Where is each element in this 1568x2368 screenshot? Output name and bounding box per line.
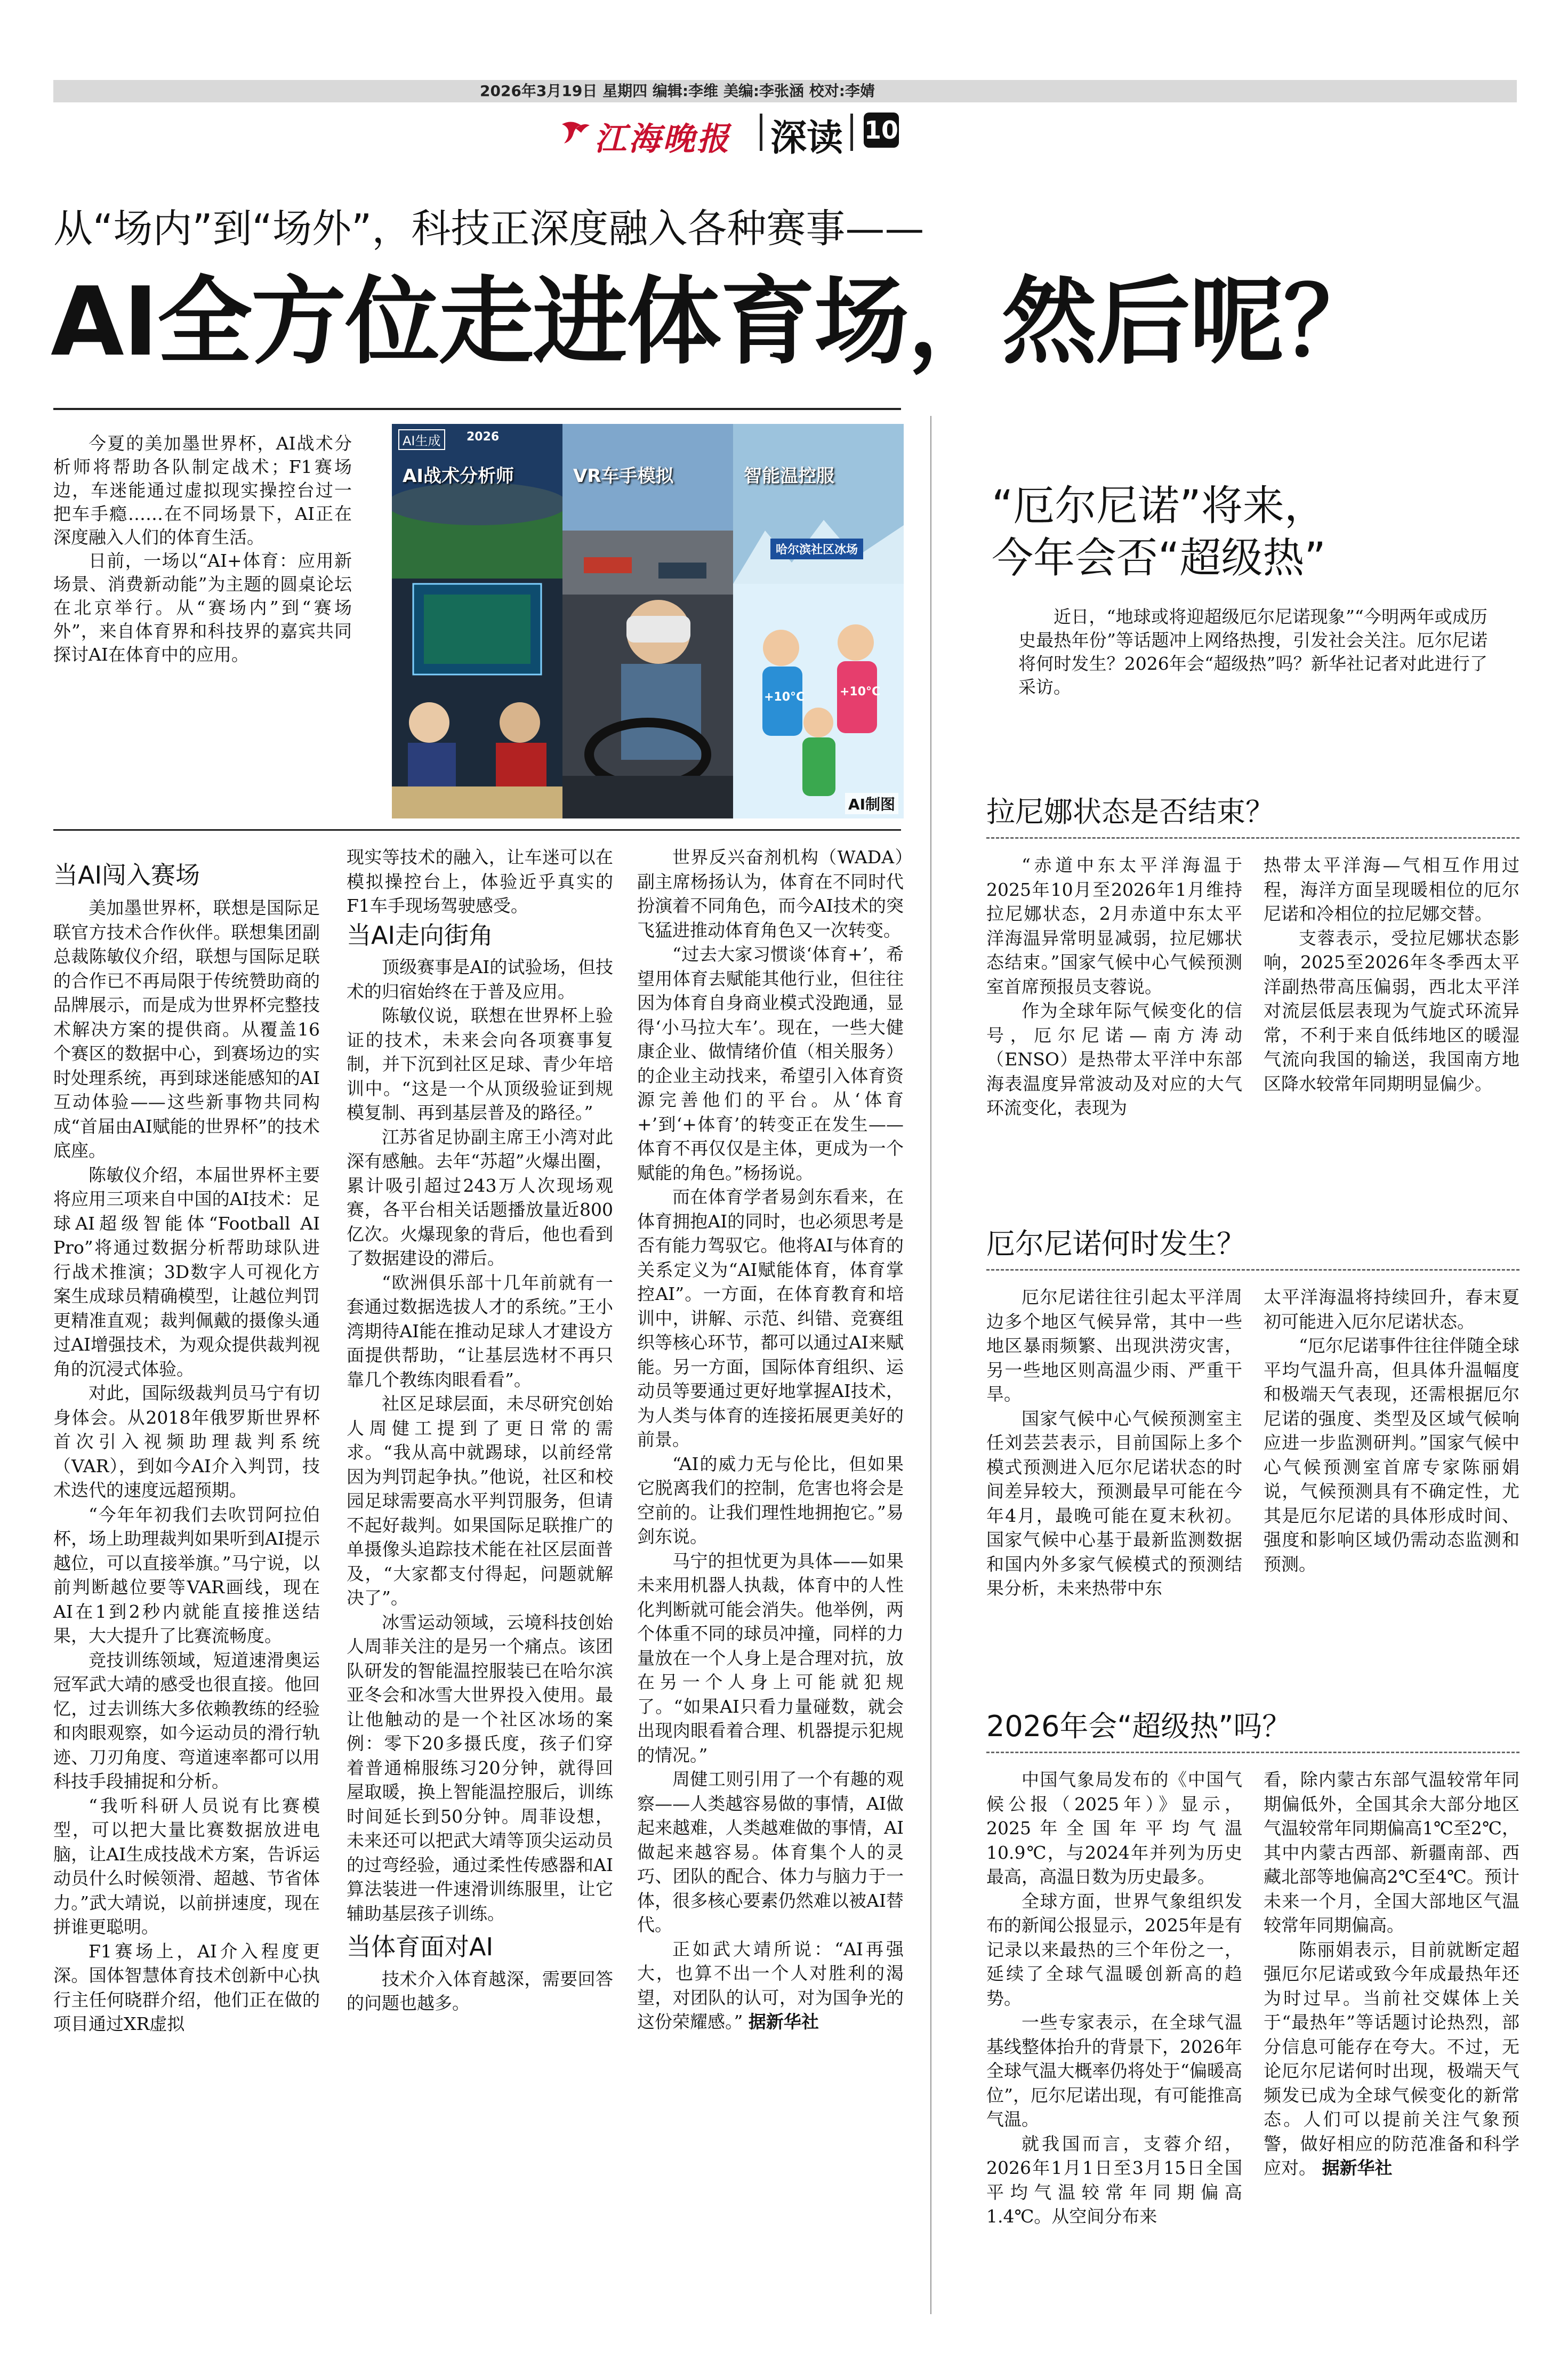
body-paragraph: 现实等技术的融入，让车迷可以在模拟操控台上，体验近乎真实的F1车手现场驾驶感受。 [347, 847, 613, 916]
rink-sign: 哈尔滨社区冰场 [770, 539, 863, 559]
article-column-3 [637, 845, 904, 2034]
body-paragraph: 看，除内蒙古东部气温较常年同期偏低外，全国其余大部分地区气温较常年同期偏高1℃至2℃，其中内蒙古西部、新疆南部、西藏北部等地偏高2℃至4℃。预计未来一个月，全国大部地区气温较常年同期偏高。 [1264, 1769, 1519, 1936]
body-paragraph: 支蓉表示，受拉尼娜状态影响，2025至2026年冬季西太平洋副热带高压偏弱，西北太平洋对流层低层表现为气旋式环流异常，不利于来自低纬地区的暖湿气流向我国的输送，我国南方地区降水较常年同期明显偏少。 [1264, 927, 1519, 1094]
byline: 据新华社 [1322, 2157, 1393, 2178]
panel-title: AI战术分析师 [403, 465, 514, 487]
body-paragraph: 社区足球层面，未尽研究创始人周健工提到了更日常的需求。“我从高中就踢球，以前经常因为判罚起争执。”他说，社区和校园足球需要高水平判罚服务，但请不起好裁判。如果国际足联推广的单摄像头追踪技术能在社区层面普及，“大家都支付得起，问题就解决了”。 [347, 1393, 613, 1608]
section-name: 深读 [770, 117, 843, 159]
divider [850, 114, 853, 151]
body-paragraph: 陈敏仪介绍，本届世界杯主要将应用三项来自中国的AI技术：足球AI超级智能体“Football AI Pro”将通过数据分析帮助球队进行战术推演；3D数字人可视化方案生成球员精确模型，让越位判罚更精准直观；裁判佩戴的摄像头通过AI增强技术，为观众提供裁判视角的沉浸式体验。 [53, 1164, 320, 1379]
body-paragraph: 世界反兴奋剂机构（WADA）副主席杨扬认为，体育在不同时代扮演着不同角色，而今AI技术的突飞猛进推动体育角色又一次转变。 [637, 847, 904, 941]
section-heading: 2026年会“超级热”吗？ [986, 1709, 1291, 1743]
body-paragraph: 美加墨世界杯，联想是国际足联官方技术合作伙伴。联想集团副总裁陈敏仪介绍，联想与国际足联的合作已不再局限于传统赞助商的品牌展示，而是成为世界杯完整技术解决方案的提供商。从覆盖16个赛区的数据中心，到赛场边的实时处理系统，再到球迷能感知的AI互动体验——这些新事物共同构成“首届由AI赋能的世界杯”的技术底座。 [53, 897, 320, 1161]
body-paragraph: 热带太平洋海—气相互作用过程，海洋方面呈现暖相位的厄尔尼诺和冷相位的拉尼娜交替。 [1264, 855, 1519, 924]
body-paragraph: 就我国而言，支蓉介绍，2026年1月1日至3月15日全国平均气温较常年同期偏高1.4℃。从空间分布来 [986, 2133, 1242, 2227]
page-number: 10 [864, 113, 899, 148]
article2-lead [1018, 605, 1487, 699]
divider [986, 1269, 1519, 1271]
section-heading: 拉尼娜状态是否结束？ [986, 795, 1274, 829]
body-paragraph: “欧洲俱乐部十几年前就有一套通过数据选拔人才的系统。”王小湾期待AI能在推动足球人才建设方面提供帮助，“让基层选材不再只靠几个教练肉眼看看”。 [347, 1272, 613, 1390]
body-text: 陈丽娟表示，目前就断定超强厄尔尼诺或致今年成最热年还为时过早。当前社交媒体上关于“最热年”等话题讨论热烈，部分信息可能存在夸大。不过，无论厄尔尼诺何时出现，极端天气频发已成为全球气候变化的新常态。人们可以提前关注气象预警，做好相应的防范准备和科学应对。 [1264, 1939, 1519, 2178]
masthead [560, 109, 986, 157]
illustration-panel-vr [562, 424, 733, 818]
body-paragraph: 江苏省足协副主席王小湾对此深有感触。去年“苏超”火爆出圈，累计吸引超过243万人次现场观赛，各平台相关话题播放量近800亿次。火爆现象的背后，他也看到了数据建设的滞后。 [347, 1126, 613, 1269]
section-heading: 当AI闯入赛场 [53, 861, 200, 889]
body-text: 正如武大靖所说：“AI再强大，也算不出一个人对胜利的渴望，对团队的认可，对为国争光的这份荣耀感。” [637, 1938, 904, 2032]
paper-name: 江海晚报 [594, 121, 731, 158]
divider [986, 1752, 1519, 1753]
lead-paragraph: 今夏的美加墨世界杯，AI战术分析师将帮助各队制定战术；F1赛场边，车迷能通过虚拟现实操控台过一把车手瘾……在不同场景下，AI正在深度融入人们的体育生活。 [53, 433, 352, 548]
article2-column-right [1264, 1768, 1519, 2180]
body-paragraph: 全球方面，世界气象组织发布的新闻公报显示，2025年是有记录以来最热的三个年份之一，延续了全球气温暖创新高的趋势。 [986, 1890, 1242, 2009]
article-headline: AI全方位走进体育场，然后呢？ [51, 267, 1377, 377]
divider [53, 829, 901, 831]
article2-headline [992, 480, 1326, 584]
body-paragraph: 太平洋海温将持续回升，春末夏初可能进入厄尔尼诺状态。 [1264, 1287, 1519, 1332]
body-paragraph: 一些专家表示，在全球气温基线整体抬升的背景下，2026年全球气温大概率仍将处于“偏暖高位”，厄尔尼诺出现，有可能推高气温。 [986, 2012, 1242, 2130]
article-kicker: 从“场内”到“场外”，科技正深度融入各种赛事—— [53, 206, 924, 252]
ai-illustration [392, 424, 904, 818]
body-paragraph: “我听科研人员说有比赛模型，可以把大量比赛数据放进电脑，让AI生成技战术方案，告诉运动员什么时候领滑、超越、节省体力。”武大靖说，以前拼速度，现在拼谁更聪明。 [53, 1795, 320, 1937]
body-paragraph: 技术介入体育越深，需要回答的问题也越多。 [347, 1968, 613, 2013]
body-paragraph: 竞技训练领域，短道速滑奥运冠军武大靖的感受也很直接。他回忆，过去训练大多依赖教练的经验和肉眼观察，如今运动员的滑行轨迹、刀刃角度、弯道速率都可以用科技手段捕捉和分析。 [53, 1649, 320, 1792]
byline: 据新华社 [748, 2011, 819, 2032]
year-label: 2026 [467, 430, 500, 444]
paper-logo-icon [560, 115, 592, 147]
body-paragraph: 马宁的担忧更为具体——如果未来用机器人执裁，体育中的人性化判断就可能会消失。他举例，两个体重不同的球员冲撞，同样的力量放在一个人身上是合理对抗，放在另一个人身上可能就犯规了。“如果AI只看力量碰数，就会出现肉眼看着合理、机器提示犯规的情况。” [637, 1550, 904, 1765]
body-paragraph [637, 1937, 904, 2034]
lead-paragraph: 近日，“地球或将迎超级厄尔尼诺现象”“今明两年或成历史最热年份”等话题冲上网络热搜，引发社会关注。厄尔尼诺将何时发生？2026年会“超级热”吗？新华社记者对此进行了采访。 [1018, 606, 1487, 697]
body-paragraph: 作为全球年际气候变化的信号，厄尔尼诺—南方涛动（ENSO）是热带太平洋中东部海表温度异常波动及对应的大气环流变化，表现为 [986, 1000, 1242, 1118]
body-paragraph [1264, 1938, 1519, 2180]
illustration-panel-thermal [733, 424, 904, 818]
body-paragraph: 周健工则引用了一个有趣的观察——人类越容易做的事情，AI做起来越难，人类越难做的事情，AI做起来越容易。体育集个人的灵巧、团队的配合、体力与脑力于一体，很多核心要素仍然难以被AI替代。 [637, 1769, 904, 1935]
image-credit: AI制图 [845, 793, 898, 814]
article-column-1 [53, 896, 320, 2036]
divider [53, 408, 901, 410]
divider [760, 114, 762, 151]
body-paragraph: 冰雪运动领域，云境科技创始人周菲关注的是另一个痛点。该团队研发的智能温控服装已在哈尔滨亚冬会和冰雪大世界投入使用。最让他触动的是一个社区冰场的案例：零下20多摄氏度，孩子们穿着普通棉服练习20分钟，就得回屋取暖，换上智能温控服后，训练时间延长到50分钟。周菲设想，未来还可以把武大靖等顶尖运动员的过弯经验，通过柔性传感器和AI算法装进一件速滑训练服里，让它辅助基层孩子训练。 [347, 1611, 613, 1924]
body-paragraph: “过去大家习惯谈‘体育+’，希望用体育去赋能其他行业，但往往因为体育自身商业模式没跑通，显得‘小马拉大车’。现在，一些大健康企业、做情绪价值（相关服务）的企业主动找来，希望引入体育资源完善他们的平台。从‘体育+’到‘+体育’的转变正在发生——体育不再仅仅是主体，更成为一个赋能的角色。”杨扬说。 [637, 944, 904, 1183]
panel-title: 智能温控服 [744, 465, 834, 487]
ai-generated-tag: AI生成 [398, 429, 445, 450]
body-paragraph: F1赛场上，AI介入程度更深。国体智慧体育技术创新中心执行主任何晓群介绍，他们正在做的项目通过XR虚拟 [53, 1940, 320, 2034]
body-paragraph: “厄尔尼诺事件往往伴随全球平均气温升高，但具体升温幅度和极端天气表现，还需根据厄尔尼诺的强度、类型及区域气候响应进一步监测研判。”国家气候中心气候预测室首席专家陈丽娟说，气候预测具有不确定性，尤其是厄尔尼诺的具体形成时间、强度和影响区域仍需动态监测和预测。 [1264, 1335, 1519, 1575]
illustration-panel-tactics [392, 424, 562, 818]
article2-column-left [986, 853, 1242, 1120]
panel-title: VR车手模拟 [573, 465, 674, 487]
body-paragraph: 顶级赛事是AI的试验场，但技术的归宿始终在于普及应用。 [347, 957, 613, 1002]
body-paragraph: 厄尔尼诺往往引起太平洋周边多个地区气候异常，其中一些地区暴雨频繁、出现洪涝灾害，另一些地区则高温少雨、严重干旱。 [986, 1287, 1242, 1404]
body-paragraph: 中国气象局发布的《中国气候公报（2025年）》显示，2025年全国年平均气温10.9℃，与2024年并列为历史最高，高温日数为历史最多。 [986, 1769, 1242, 1887]
article2-column-right [1264, 853, 1519, 1096]
article2-column-right [1264, 1285, 1519, 1576]
body-paragraph: 而在体育学者易剑东看来，在体育拥抱AI的同时，也必须思考是否有能力驾驭它。他将AI与体育的关系定义为“AI赋能体育，体育掌控AI”。一方面，在体育教育和培训中，讲解、示范、纠错、竞赛组织等核心环节，都可以通过AI来赋能。另一方面，国际体育组织、运动员等要通过更好地掌握AI技术，为人类与体育的连接拓展更美好的前景。 [637, 1186, 904, 1450]
section-heading: 当体育面对AI [347, 1932, 494, 1961]
article-lead [53, 432, 352, 667]
temperature-label: +10°C [840, 685, 881, 699]
article-column-2 [347, 845, 613, 2016]
body-paragraph: 陈敏仪说，联想在世界杯上验证的技术，未来会向各项赛事复制，并下沉到社区足球、青少年培训中。“这是一个从顶级验证到规模复制、再到基层普及的路径。” [347, 1005, 613, 1123]
body-paragraph: “今年年初我们去吹罚阿拉伯杯，场上助理裁判如果听到AI提示越位，可以直接举旗。”马宁说，以前判断越位要等VAR画线，现在AI在1到2秒内就能直接推送结果，大大提升了比赛流畅度。 [53, 1504, 320, 1646]
lead-paragraph: 日前，一场以“AI+体育：应用新场景、消费新动能”为主题的圆桌论坛在北京举行。从“赛场内”到“赛场外”，来自体育界和科技界的嘉宾共同探讨AI在体育中的应用。 [53, 550, 352, 665]
headline-line: “厄尔尼诺”将来， [992, 482, 1326, 530]
dateline: 2026年3月19日 星期四 编辑:李维 美编:李张涵 校对:李婧 [480, 82, 875, 100]
column-divider [930, 416, 931, 2314]
temperature-label: +10°C [764, 691, 805, 704]
article2-column-left [986, 1285, 1242, 1601]
article2-column-left [986, 1768, 1242, 2229]
body-paragraph: 对此，国际级裁判员马宁有切身体会。从2018年俄罗斯世界杯首次引入视频助理裁判系统（VAR），到如今AI介入判罚，技术迭代的速度远超预期。 [53, 1383, 320, 1500]
section-heading: 厄尔尼诺何时发生？ [986, 1227, 1245, 1261]
body-paragraph: “AI的威力无与伦比，但如果它脱离我们的控制，危害也将会是空前的。让我们理性地拥抱它。”易剑东说。 [637, 1453, 904, 1547]
body-paragraph: 国家气候中心气候预测室主任刘芸芸表示，目前国际上多个模式预测进入厄尔尼诺状态的时间差异较大，预测最早可能在今年4月，最晚可能在夏末秋初。国家气候中心基于最新监测数据和国内外多家气候模式的预测结果分析，未来热带中东 [986, 1408, 1242, 1599]
divider [986, 837, 1519, 839]
headline-line: 今年会否“超级热” [992, 534, 1326, 582]
section-heading: 当AI走向街角 [347, 920, 494, 950]
body-paragraph: “赤道中东太平洋海温于2025年10月至2026年1月维持拉尼娜状态，2月赤道中东太平洋海温异常明显减弱，拉尼娜状态结束。”国家气候中心气候预测室首席预报员支蓉说。 [986, 855, 1242, 997]
